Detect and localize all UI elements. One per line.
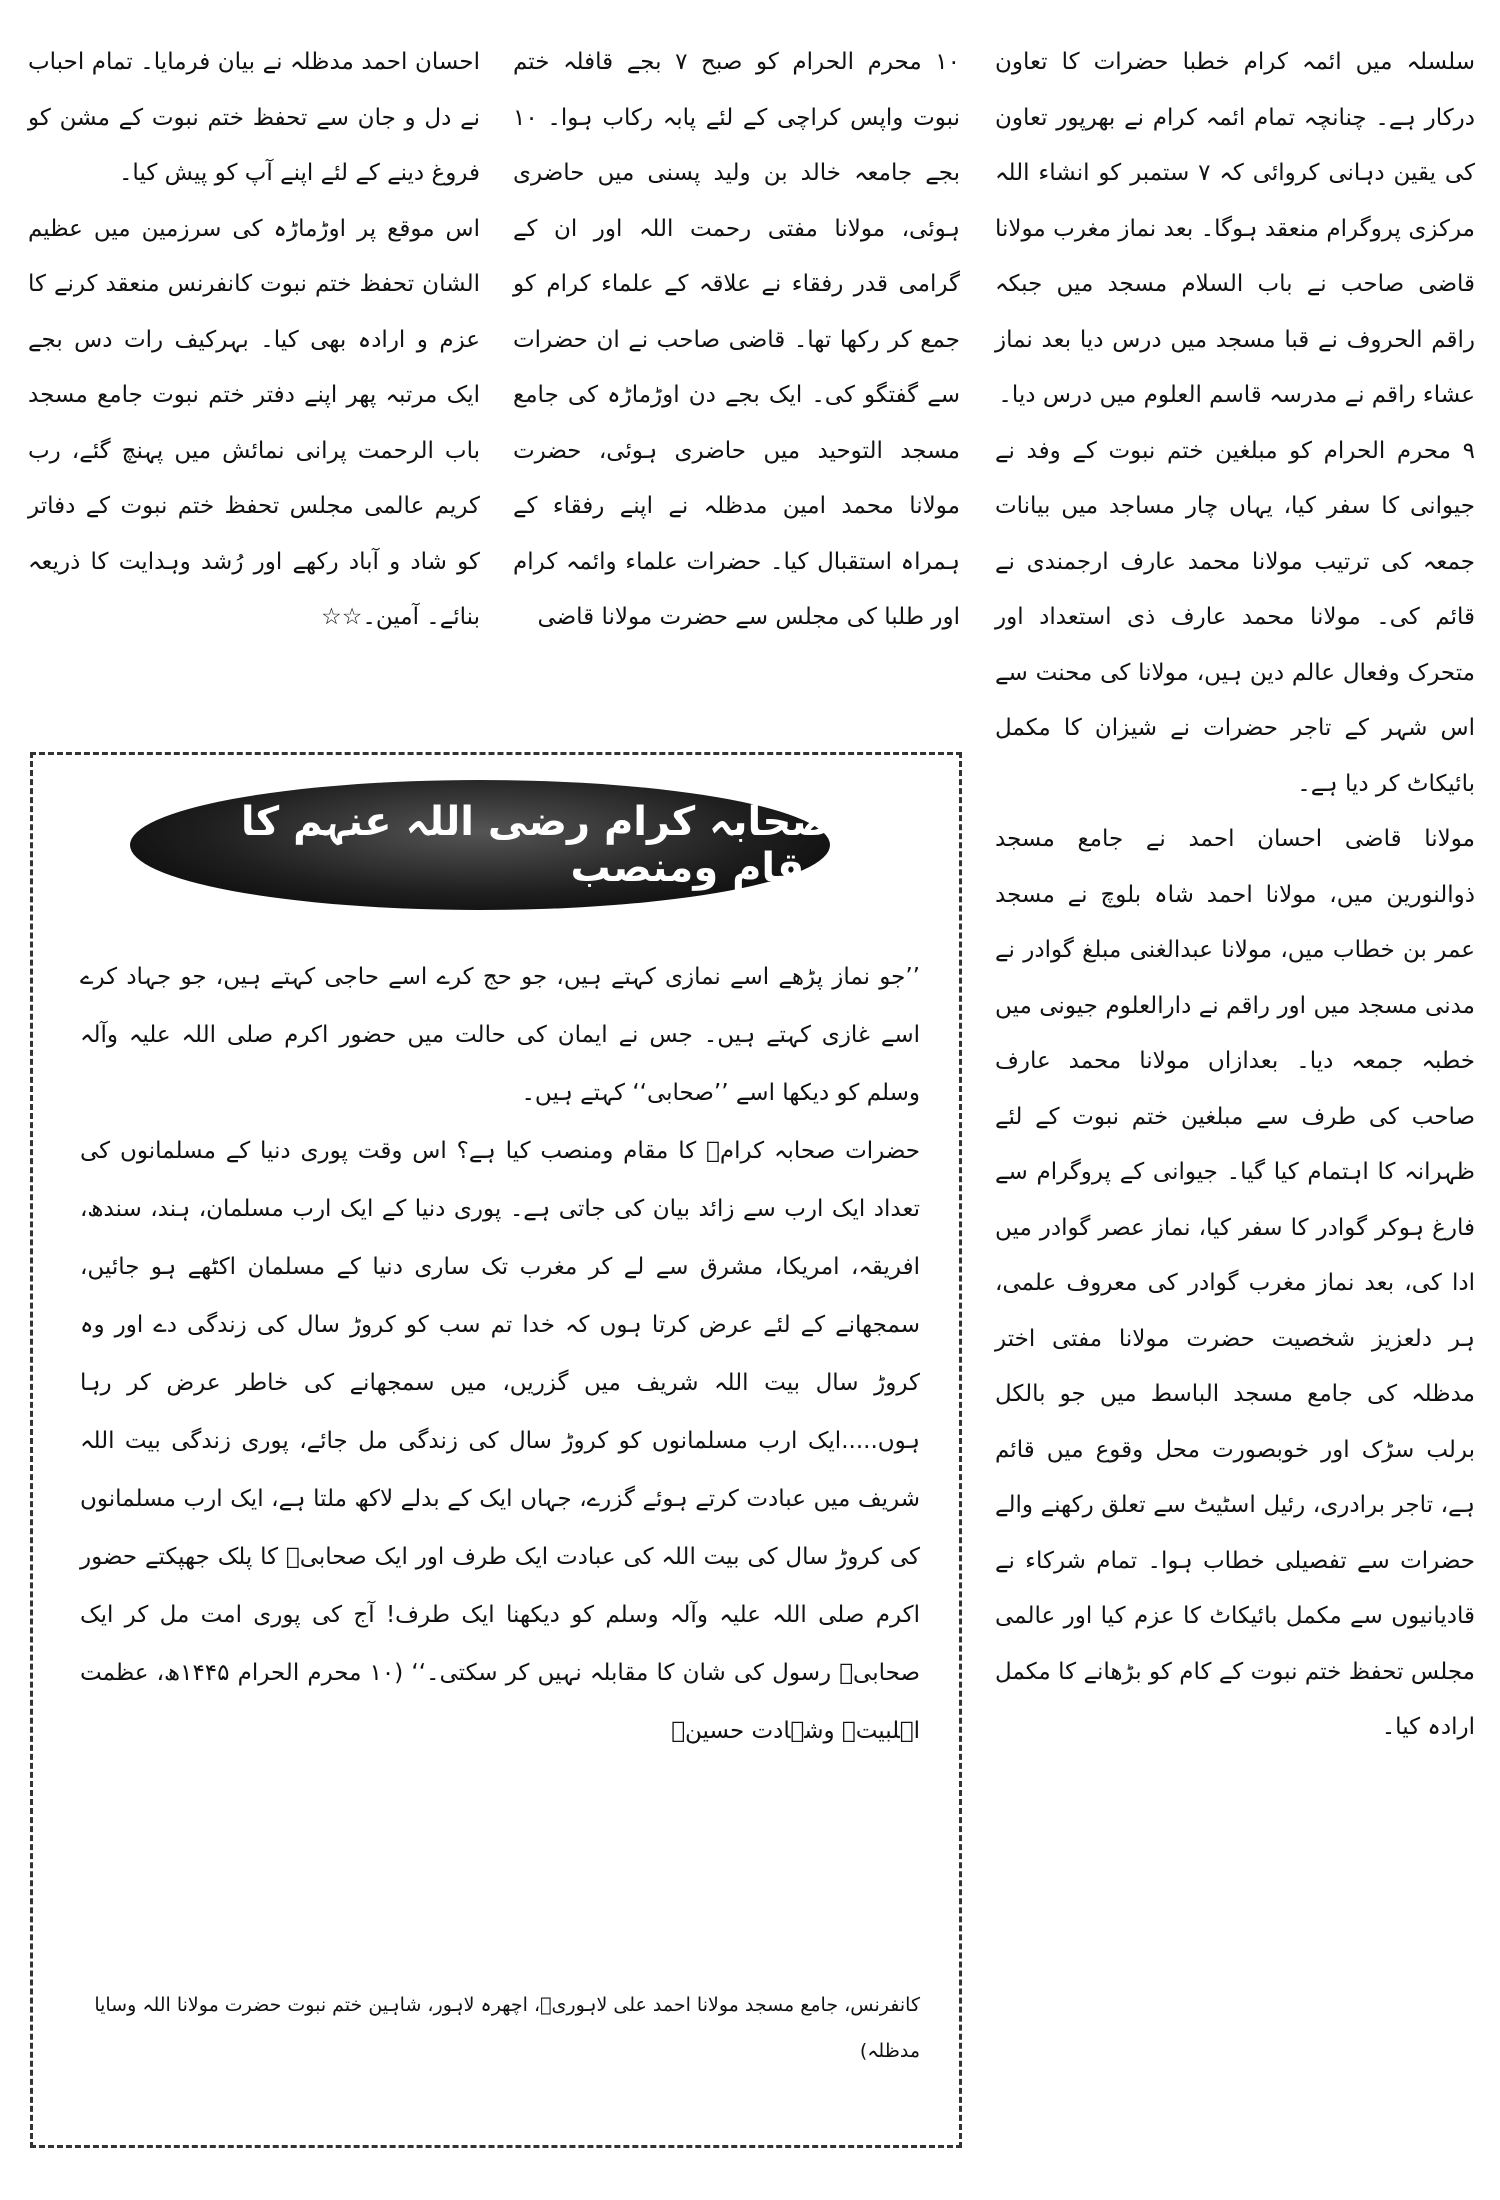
article-paragraph: مولانا قاضی احسان احمد نے جامع مسجد ذوالنورین میں، مولانا احمد شاہ بلوچ نے مسجد عمر بن خطاب میں، مولانا عبدالغنی مبلغ گوادر نے مدنی مسجد میں اور راقم نے دارالعلوم جیونی میں خطبہ جمعہ دیا۔ بعدازاں مولانا محمد عارف صاحب کی طرف سے مبلغین ختم نبوت کے لئے ظہرانہ کا اہتمام کیا گیا۔ جیوانی کے پروگرام سے فارغ ہوکر گوادر کا سفر کیا، نماز عصر گوادر میں ادا کی، بعد نماز مغرب گوادر کی معروف علمی، ہر دلعزیز شخصیت حضرت مولانا مفتی اختر مدظلہ کی جامع مسجد الباسط میں جو بالکل برلب سڑک اور خوبصورت محل وقوع میں قائم ہے، تاجر برادری، رئیل اسٹیٹ سے تعلق رکھنے والے حضرات سے تفصیلی خطاب ہوا۔ تمام شرکاء نے قادیانیوں سے مکمل بائیکاٹ کا عزم کیا اور عالمی مجلس تحفظ ختم نبوت کے کام کو بڑھانے کا مکمل ارادہ کیا۔ [995, 826, 1475, 1740]
boxed-article-body [80, 948, 920, 1760]
quote-paragraph: حضرات صحابہ کرامؓ کا مقام ومنصب کیا ہے؟ اس وقت پوری دنیا کے مسلمانوں کی تعداد ایک ارب سے زائد بیان کی جاتی ہے۔ پوری دنیا کے ایک ارب مسلمان، ہند، سندھ، افریقہ، امریکا، مشرق سے لے کر مغرب تک ساری دنیا کے مسلمان اکٹھے ہو جائیں، سمجھانے کے لئے عرض کرتا ہوں کہ خدا تم سب کو کروڑ سال کی زندگی دے اور وہ کروڑ سال بیت اللہ شریف میں گزریں، میں سمجھانے کی خاطر عرض کر رہا ہوں.....ایک ارب مسلمانوں کو کروڑ سال کی زندگی مل جائے، پوری زندگی بیت اللہ شریف میں عبادت کرتے ہوئے گزرے، جہاں ایک کے بدلے لاکھ ملتا ہے، ایک ارب مسلمانوں کی کروڑ سال کی بیت اللہ کی عبادت ایک طرف اور ایک صحابیؓ کا پلک جھپکتے حضور اکرم صلی اللہ علیہ وآلہ وسلم کو دیکھنا ایک طرف! آج کی پوری امت مل کر ایک صحابیؓ رسول کی شان کا مقابلہ نہیں کر سکتی۔‘‘ (۱۰ محرم الحرام ۱۴۴۵ھ، عظمت اہلبیتؓ وشہادت حسینؓ [80, 1138, 920, 1744]
boxed-article-title-banner [130, 780, 830, 910]
article-column-middle [513, 35, 960, 646]
article-paragraph: سلسلہ میں ائمہ کرام خطبا حضرات کا تعاون درکار ہے۔ چنانچہ تمام ائمہ کرام نے بھرپور تعاون کی یقین دہانی کروائی کہ ۷ ستمبر کو انشاء اللہ مرکزی پروگرام منعقد ہوگا۔ بعد نماز مغرب مولانا قاضی صاحب نے باب السلام مسجد میں جبکہ راقم الحروف نے قبا مسجد میں درس دیا بعد نماز عشاء راقم نے مدرسہ قاسم العلوم میں درس دیا۔ [995, 49, 1475, 408]
article-column-right [995, 35, 1475, 1756]
article-paragraph: اس موقع پر اوڑماڑہ کی سرزمین میں عظیم الشان تحفظ ختم نبوت کانفرنس منعقد کرنے کا عزم و ارادہ بھی کیا۔ بہرکیف رات دس بجے ایک مرتبہ پھر اپنے دفتر ختم نبوت جامع مسجد باب الرحمت پرانی نمائش میں پہنچ گئے، رب کریم عالمی مجلس تحفظ ختم نبوت کے دفاتر کو شاد و آباد رکھے اور رُشد وہدایت کا ذریعہ بنائے۔ آمین۔☆☆ [28, 215, 480, 630]
quote-paragraph: ’’جو نماز پڑھے اسے نمازی کہتے ہیں، جو حج کرے اسے حاجی کہتے ہیں، جو جہاد کرے اسے غازی کہتے ہیں۔ جس نے ایمان کی حالت میں حضور اکرم صلی اللہ علیہ وآلہ وسلم کو دیکھا اسے ’’صحابی‘‘ کہتے ہیں۔ [80, 964, 920, 1106]
article-column-left [28, 35, 480, 646]
article-paragraph: ۹ محرم الحرام کو مبلغین ختم نبوت کے وفد نے جیوانی کا سفر کیا، یہاں چار مساجد میں بیانات جمعہ کی ترتیب مولانا محمد عارف ارجمندی نے قائم کی۔ مولانا محمد عارف ذی استعداد اور متحرک وفعال عالم دین ہیں، مولانا کی محنت سے اس شہر کے تاجر حضرات نے شیزان کا مکمل بائیکاٹ کر دیا ہے۔ [995, 437, 1475, 797]
article-paragraph: ۱۰ محرم الحرام کو صبح ۷ بجے قافلہ ختم نبوت واپس کراچی کے لئے پابہ رکاب ہوا۔ ۱۰ بجے جامعہ خالد بن ولید پسنی میں حاضری ہوئی، مولانا مفتی رحمت اللہ اور ان کے گرامی قدر رفقاء نے علاقہ کے علماء کرام کو جمع کر رکھا تھا۔ قاضی صاحب نے ان حضرات سے گفتگو کی۔ ایک بجے دن اوڑماڑہ کی جامع مسجد التوحید میں حاضری ہوئی، حضرت مولانا محمد امین مدظلہ نے اپنے رفقاء کے ہمراہ استقبال کیا۔ حضرات علماء وائمہ کرام اور طلبا کی مجلس سے حضرت مولانا قاضی [513, 49, 960, 630]
boxed-article-title: صحابہ کرام رضی اللہ عنہم کا مقام ومنصب [240, 799, 830, 891]
quote-source: کانفرنس، جامع مسجد مولانا احمد علی لاہوریؒ، اچھرہ لاہور، شاہین ختم نبوت حضرت مولانا اللہ وسایا مدظلہ) [94, 1994, 920, 2062]
article-paragraph: احسان احمد مدظلہ نے بیان فرمایا۔ تمام احباب نے دل و جان سے تحفظ ختم نبوت کے مشن کو فروغ دینے کے لئے اپنے آپ کو پیش کیا۔ [28, 49, 480, 186]
